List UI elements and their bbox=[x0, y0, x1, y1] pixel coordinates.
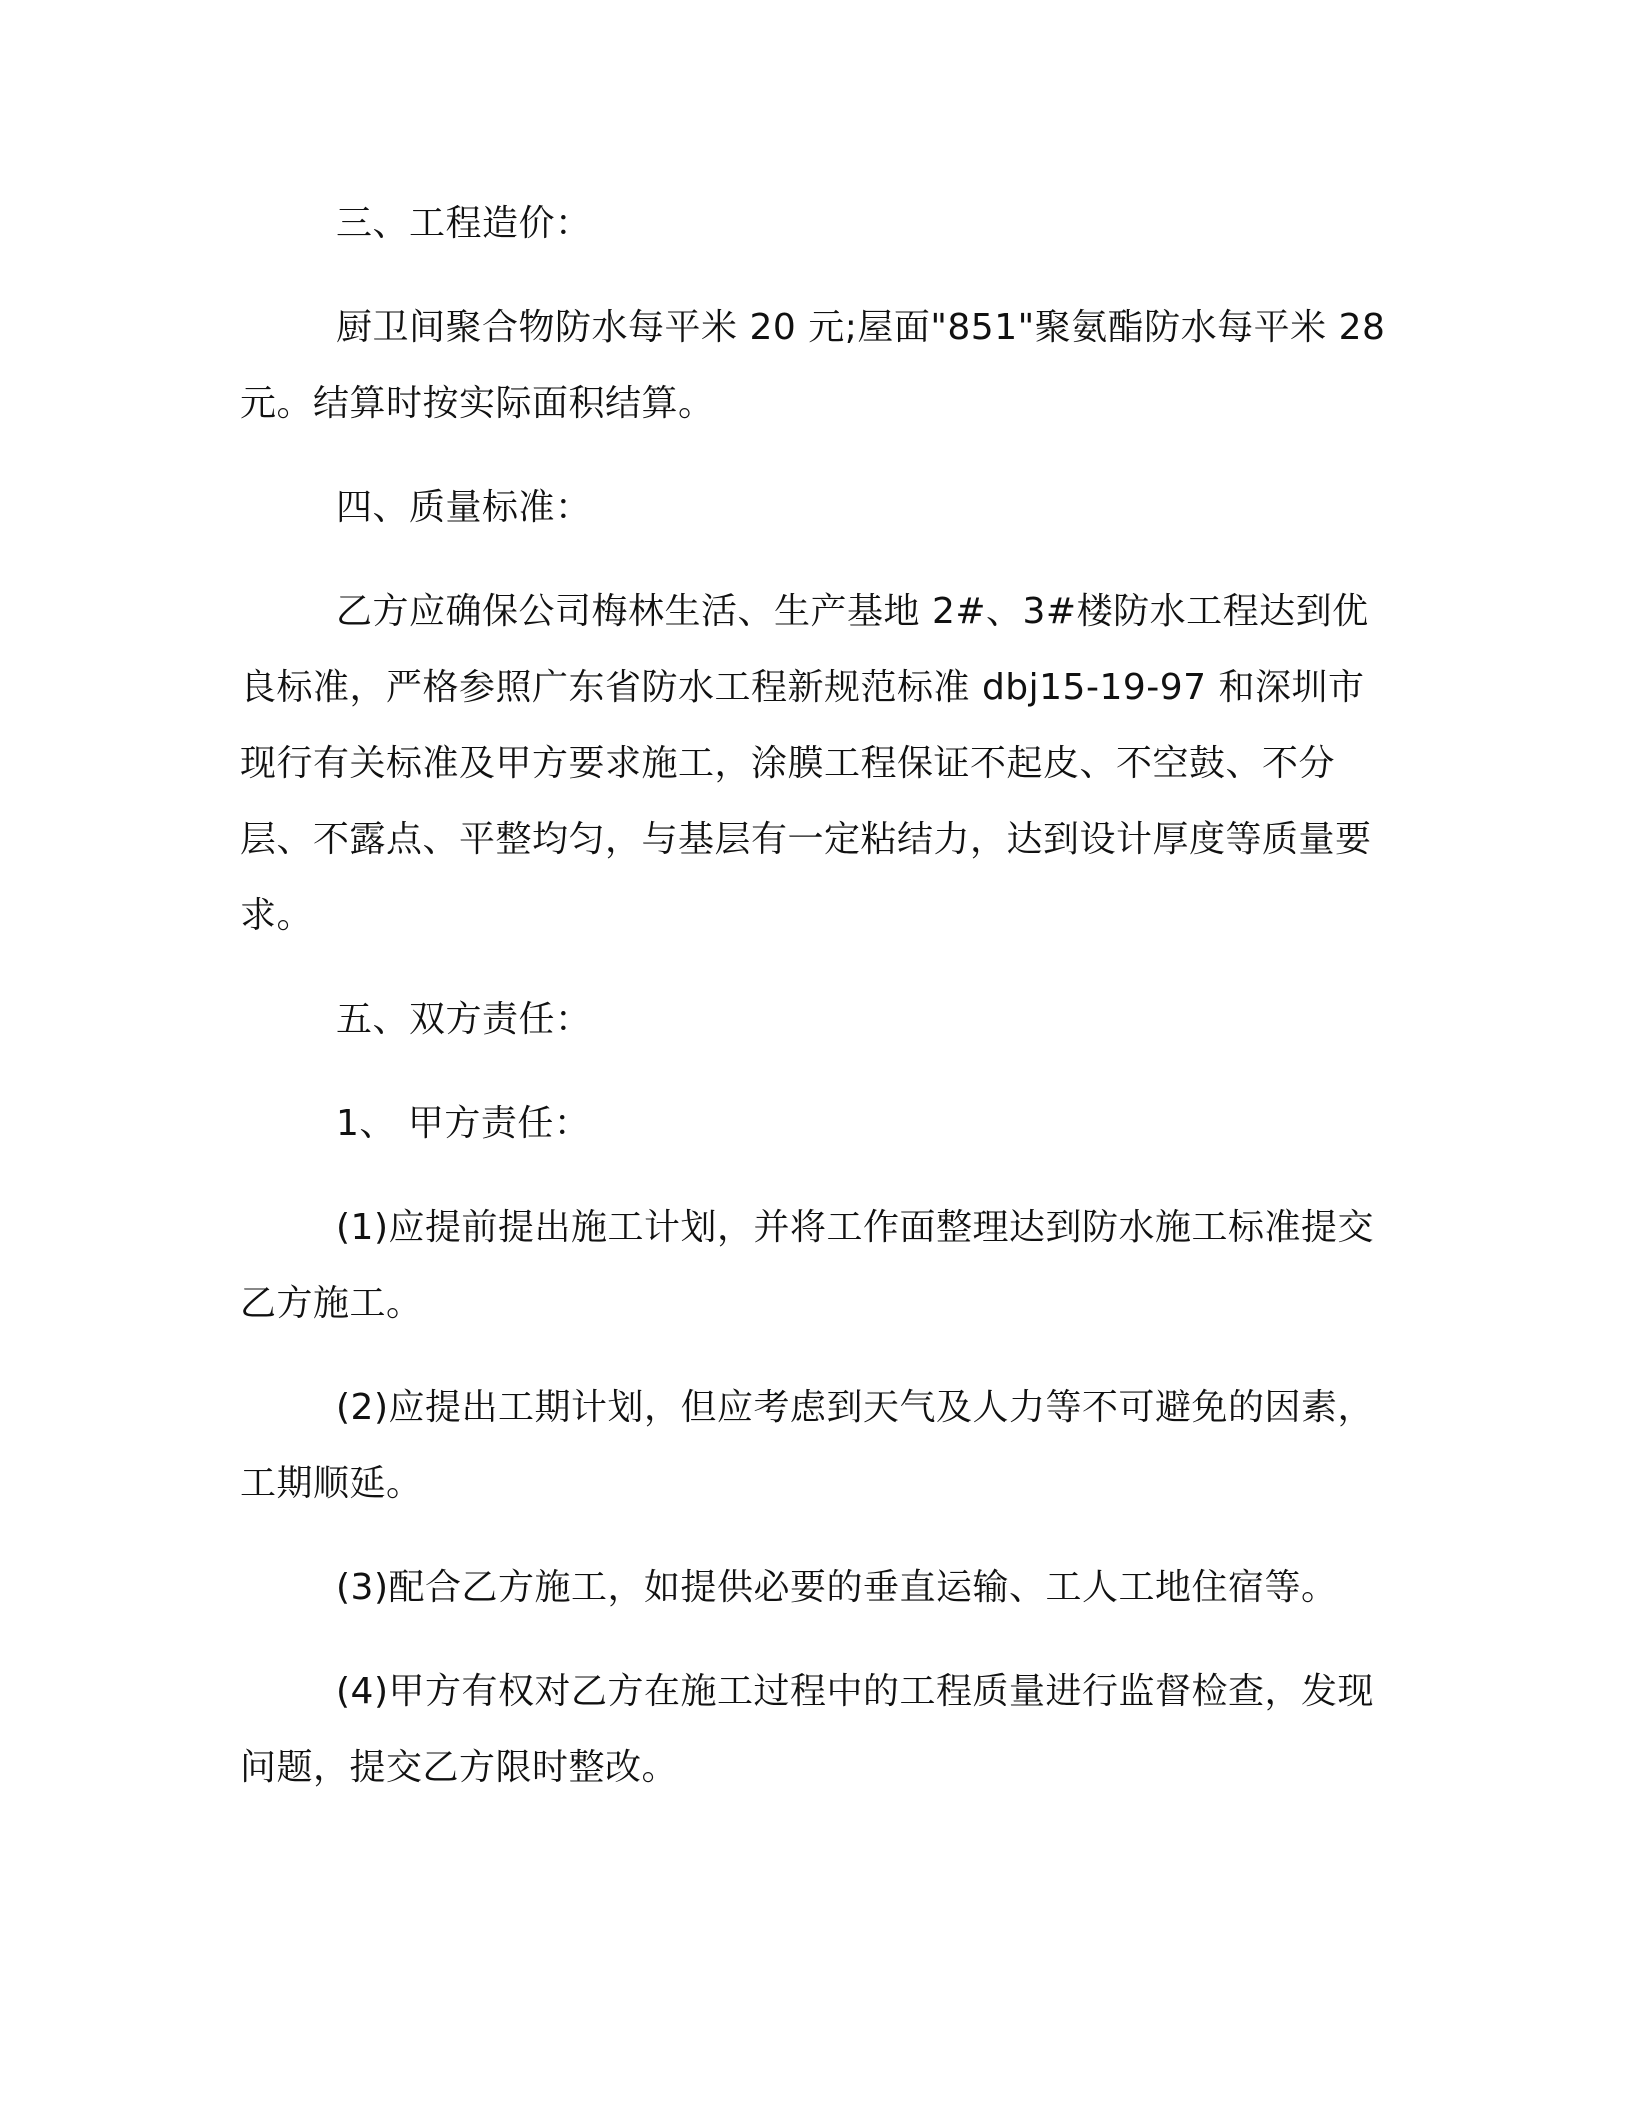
subheading-party-a-responsibilities: 1、 甲方责任： bbox=[336, 1103, 591, 1144]
section-heading-quality: 四、质量标准： bbox=[336, 487, 592, 528]
section-heading-responsibilities: 五、双方责任： bbox=[336, 999, 592, 1040]
section-heading-cost: 三、工程造价： bbox=[336, 203, 592, 244]
party-a-item-3: (3)配合乙方施工，如提供必要的垂直运输、工人工地住宿等。 bbox=[336, 1567, 1338, 1608]
party-a-item-2: (2)应提出工期计划，但应考虑到天气及人力等不可避免的因素，工期顺延。 bbox=[240, 1387, 1374, 1504]
cost-paragraph: 厨卫间聚合物防水每平米 20 元;屋面"851"聚氨酯防水每平米 28 元。结算时按实际面积结算。 bbox=[240, 307, 1386, 424]
quality-paragraph: 乙方应确保公司梅林生活、生产基地 2#、3#楼防水工程达到优良标准，严格参照广东省防水工程新规范标准 dbj15-19-97 和深圳市现行有关标准及甲方要求施工，涂膜工程保证不起皮、不空鼓、不分层、不露点、平整均匀，与基层有一定粘结力，达到设计厚度等质量要求。 bbox=[240, 591, 1372, 936]
document-content bbox=[240, 186, 1392, 1834]
party-a-item-1: (1)应提前提出施工计划，并将工作面整理达到防水施工标准提交乙方施工。 bbox=[240, 1207, 1374, 1324]
party-a-item-4: (4)甲方有权对乙方在施工过程中的工程质量进行监督检查，发现问题，提交乙方限时整改。 bbox=[240, 1671, 1374, 1788]
